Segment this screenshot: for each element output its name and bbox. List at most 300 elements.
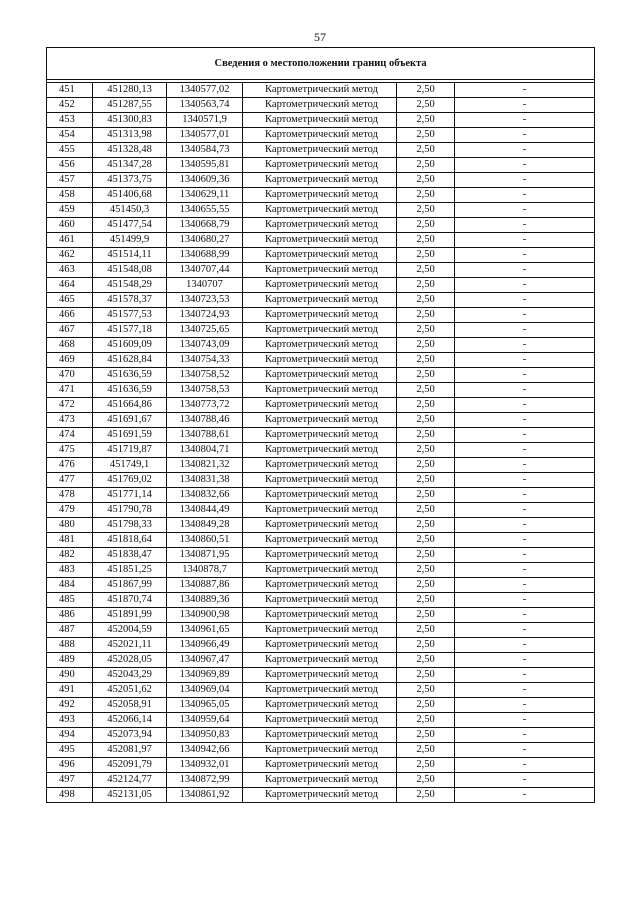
point-number-cell: 465 — [47, 293, 93, 308]
accuracy-cell: 2,50 — [397, 218, 455, 233]
coordinate-x-cell: 451347,28 — [93, 158, 167, 173]
determination-method-cell: Картометрический метод — [243, 203, 397, 218]
coordinate-y-cell: 1340724,93 — [167, 308, 243, 323]
description-cell: - — [455, 278, 595, 293]
coordinate-x-cell: 452124,77 — [93, 773, 167, 788]
accuracy-cell: 2,50 — [397, 683, 455, 698]
determination-method-cell: Картометрический метод — [243, 173, 397, 188]
point-number-cell: 457 — [47, 173, 93, 188]
coordinate-y-cell: 1340754,33 — [167, 353, 243, 368]
description-cell: - — [455, 788, 595, 803]
coordinate-x-cell: 451406,68 — [93, 188, 167, 203]
coordinate-x-cell: 451578,37 — [93, 293, 167, 308]
table-row — [47, 668, 595, 683]
coordinate-y-cell: 1340849,28 — [167, 518, 243, 533]
coordinate-x-cell: 451691,59 — [93, 428, 167, 443]
table-row — [47, 608, 595, 623]
description-cell: - — [455, 608, 595, 623]
point-number-cell: 475 — [47, 443, 93, 458]
point-number-cell: 459 — [47, 203, 93, 218]
coordinate-y-cell: 1340723,53 — [167, 293, 243, 308]
table-row — [47, 188, 595, 203]
coordinate-x-cell: 451328,48 — [93, 143, 167, 158]
determination-method-cell: Картометрический метод — [243, 263, 397, 278]
table-row — [47, 548, 595, 563]
determination-method-cell: Картометрический метод — [243, 728, 397, 743]
accuracy-cell: 2,50 — [397, 443, 455, 458]
table-row — [47, 203, 595, 218]
point-number-cell: 481 — [47, 533, 93, 548]
coordinate-x-cell: 451280,13 — [93, 83, 167, 98]
table-row — [47, 218, 595, 233]
table-row — [47, 623, 595, 638]
table-row — [47, 458, 595, 473]
description-cell: - — [455, 398, 595, 413]
coordinate-y-cell: 1340595,81 — [167, 158, 243, 173]
accuracy-cell: 2,50 — [397, 458, 455, 473]
table-row — [47, 773, 595, 788]
point-number-cell: 493 — [47, 713, 93, 728]
accuracy-cell: 2,50 — [397, 263, 455, 278]
coordinate-x-cell: 451548,29 — [93, 278, 167, 293]
determination-method-cell: Картометрический метод — [243, 473, 397, 488]
table-row — [47, 263, 595, 278]
description-cell: - — [455, 578, 595, 593]
description-cell: - — [455, 113, 595, 128]
description-cell: - — [455, 293, 595, 308]
accuracy-cell: 2,50 — [397, 203, 455, 218]
table-row — [47, 83, 595, 98]
point-number-cell: 496 — [47, 758, 93, 773]
table-row — [47, 383, 595, 398]
coordinate-y-cell: 1340609,36 — [167, 173, 243, 188]
table-row — [47, 698, 595, 713]
point-number-cell: 489 — [47, 653, 93, 668]
coordinate-y-cell: 1340969,04 — [167, 683, 243, 698]
coordinate-x-cell: 451477,54 — [93, 218, 167, 233]
description-cell: - — [455, 203, 595, 218]
table-row — [47, 638, 595, 653]
table-row — [47, 413, 595, 428]
determination-method-cell: Картометрический метод — [243, 698, 397, 713]
coordinate-y-cell: 1340804,71 — [167, 443, 243, 458]
determination-method-cell: Картометрический метод — [243, 323, 397, 338]
description-cell: - — [455, 428, 595, 443]
description-cell: - — [455, 83, 595, 98]
coordinate-y-cell: 1340584,73 — [167, 143, 243, 158]
table-row — [47, 593, 595, 608]
coordinate-x-cell: 451749,1 — [93, 458, 167, 473]
coordinate-x-cell: 451719,87 — [93, 443, 167, 458]
coordinate-y-cell: 1340950,83 — [167, 728, 243, 743]
point-number-cell: 466 — [47, 308, 93, 323]
point-number-cell: 451 — [47, 83, 93, 98]
accuracy-cell: 2,50 — [397, 188, 455, 203]
table-row — [47, 353, 595, 368]
accuracy-cell: 2,50 — [397, 503, 455, 518]
coordinate-x-cell: 451771,14 — [93, 488, 167, 503]
coordinate-y-cell: 1340571,9 — [167, 113, 243, 128]
accuracy-cell: 2,50 — [397, 368, 455, 383]
table-row — [47, 488, 595, 503]
table-row — [47, 518, 595, 533]
coordinate-x-cell: 451790,78 — [93, 503, 167, 518]
table-row — [47, 563, 595, 578]
determination-method-cell: Картометрический метод — [243, 128, 397, 143]
accuracy-cell: 2,50 — [397, 788, 455, 803]
coordinate-x-cell: 451838,47 — [93, 548, 167, 563]
accuracy-cell: 2,50 — [397, 668, 455, 683]
coordinate-x-cell: 452131,05 — [93, 788, 167, 803]
accuracy-cell: 2,50 — [397, 638, 455, 653]
determination-method-cell: Картометрический метод — [243, 143, 397, 158]
point-number-cell: 491 — [47, 683, 93, 698]
determination-method-cell: Картометрический метод — [243, 278, 397, 293]
determination-method-cell: Картометрический метод — [243, 518, 397, 533]
point-number-cell: 472 — [47, 398, 93, 413]
table-row — [47, 683, 595, 698]
coordinate-y-cell: 1340563,74 — [167, 98, 243, 113]
coordinate-y-cell: 1340758,52 — [167, 368, 243, 383]
determination-method-cell: Картометрический метод — [243, 293, 397, 308]
point-number-cell: 485 — [47, 593, 93, 608]
accuracy-cell: 2,50 — [397, 383, 455, 398]
description-cell: - — [455, 98, 595, 113]
accuracy-cell: 2,50 — [397, 323, 455, 338]
table-row — [47, 713, 595, 728]
determination-method-cell: Картометрический метод — [243, 668, 397, 683]
description-cell: - — [455, 563, 595, 578]
coordinate-x-cell: 451373,75 — [93, 173, 167, 188]
table-row — [47, 278, 595, 293]
coordinate-x-cell: 452004,59 — [93, 623, 167, 638]
determination-method-cell: Картометрический метод — [243, 398, 397, 413]
point-number-cell: 498 — [47, 788, 93, 803]
description-cell: - — [455, 458, 595, 473]
description-cell: - — [455, 443, 595, 458]
table-row — [47, 398, 595, 413]
coordinate-y-cell: 1340788,61 — [167, 428, 243, 443]
coordinate-x-cell: 452043,29 — [93, 668, 167, 683]
coordinate-x-cell: 451867,99 — [93, 578, 167, 593]
accuracy-cell: 2,50 — [397, 728, 455, 743]
accuracy-cell: 2,50 — [397, 83, 455, 98]
table-row — [47, 533, 595, 548]
accuracy-cell: 2,50 — [397, 233, 455, 248]
coordinate-x-cell: 452028,05 — [93, 653, 167, 668]
point-number-cell: 464 — [47, 278, 93, 293]
coordinate-y-cell: 1340887,86 — [167, 578, 243, 593]
coordinate-x-cell: 451287,55 — [93, 98, 167, 113]
point-number-cell: 455 — [47, 143, 93, 158]
point-number-cell: 484 — [47, 578, 93, 593]
table-row — [47, 143, 595, 158]
point-number-cell: 456 — [47, 158, 93, 173]
determination-method-cell: Картометрический метод — [243, 488, 397, 503]
coordinate-y-cell: 1340878,7 — [167, 563, 243, 578]
table-row — [47, 248, 595, 263]
coordinate-x-cell: 452058,91 — [93, 698, 167, 713]
coordinate-x-cell: 451769,02 — [93, 473, 167, 488]
description-cell: - — [455, 233, 595, 248]
description-cell: - — [455, 158, 595, 173]
description-cell: - — [455, 638, 595, 653]
accuracy-cell: 2,50 — [397, 98, 455, 113]
coordinate-x-cell: 451300,83 — [93, 113, 167, 128]
determination-method-cell: Картометрический метод — [243, 218, 397, 233]
determination-method-cell: Картометрический метод — [243, 533, 397, 548]
point-number-cell: 488 — [47, 638, 93, 653]
coordinate-x-cell: 451577,18 — [93, 323, 167, 338]
coordinate-x-cell: 451851,25 — [93, 563, 167, 578]
table-row — [47, 368, 595, 383]
coordinate-y-cell: 1340629,11 — [167, 188, 243, 203]
description-cell: - — [455, 353, 595, 368]
description-cell: - — [455, 518, 595, 533]
coordinate-y-cell: 1340900,98 — [167, 608, 243, 623]
coordinate-y-cell: 1340577,01 — [167, 128, 243, 143]
determination-method-cell: Картометрический метод — [243, 548, 397, 563]
coordinate-x-cell: 451818,64 — [93, 533, 167, 548]
accuracy-cell: 2,50 — [397, 773, 455, 788]
coordinate-y-cell: 1340707,44 — [167, 263, 243, 278]
description-cell: - — [455, 473, 595, 488]
description-cell: - — [455, 488, 595, 503]
description-cell: - — [455, 503, 595, 518]
coordinate-x-cell: 451450,3 — [93, 203, 167, 218]
accuracy-cell: 2,50 — [397, 548, 455, 563]
table-header-row — [47, 48, 595, 80]
point-number-cell: 474 — [47, 428, 93, 443]
accuracy-cell: 2,50 — [397, 563, 455, 578]
table-row — [47, 443, 595, 458]
table-row — [47, 308, 595, 323]
point-number-cell: 462 — [47, 248, 93, 263]
description-cell: - — [455, 758, 595, 773]
description-cell: - — [455, 308, 595, 323]
coordinate-y-cell: 1340844,49 — [167, 503, 243, 518]
description-cell: - — [455, 263, 595, 278]
coordinate-x-cell: 451548,08 — [93, 263, 167, 278]
coordinate-x-cell: 451628,84 — [93, 353, 167, 368]
description-cell: - — [455, 773, 595, 788]
coordinate-x-cell: 451313,98 — [93, 128, 167, 143]
coordinate-x-cell: 452066,14 — [93, 713, 167, 728]
coordinate-x-cell: 451870,74 — [93, 593, 167, 608]
accuracy-cell: 2,50 — [397, 278, 455, 293]
coordinate-y-cell: 1340959,64 — [167, 713, 243, 728]
point-number-cell: 454 — [47, 128, 93, 143]
coordinate-x-cell: 452081,97 — [93, 743, 167, 758]
accuracy-cell: 2,50 — [397, 158, 455, 173]
determination-method-cell: Картометрический метод — [243, 308, 397, 323]
coordinate-y-cell: 1340668,79 — [167, 218, 243, 233]
table-row — [47, 653, 595, 668]
determination-method-cell: Картометрический метод — [243, 383, 397, 398]
description-cell: - — [455, 128, 595, 143]
point-number-cell: 473 — [47, 413, 93, 428]
table-row — [47, 158, 595, 173]
description-cell: - — [455, 593, 595, 608]
determination-method-cell: Картометрический метод — [243, 458, 397, 473]
coordinate-y-cell: 1340961,65 — [167, 623, 243, 638]
accuracy-cell: 2,50 — [397, 398, 455, 413]
coordinate-y-cell: 1340788,46 — [167, 413, 243, 428]
accuracy-cell: 2,50 — [397, 653, 455, 668]
determination-method-cell: Картометрический метод — [243, 188, 397, 203]
accuracy-cell: 2,50 — [397, 578, 455, 593]
point-number-cell: 494 — [47, 728, 93, 743]
table-row — [47, 788, 595, 803]
table-row — [47, 293, 595, 308]
coordinate-x-cell: 451609,09 — [93, 338, 167, 353]
accuracy-cell: 2,50 — [397, 248, 455, 263]
coordinate-y-cell: 1340821,32 — [167, 458, 243, 473]
coordinate-y-cell: 1340965,05 — [167, 698, 243, 713]
table-row — [47, 743, 595, 758]
coordinate-x-cell: 451664,86 — [93, 398, 167, 413]
determination-method-cell: Картометрический метод — [243, 503, 397, 518]
table-row — [47, 503, 595, 518]
determination-method-cell: Картометрический метод — [243, 158, 397, 173]
coordinate-y-cell: 1340725,65 — [167, 323, 243, 338]
point-number-cell: 476 — [47, 458, 93, 473]
coordinate-y-cell: 1340966,49 — [167, 638, 243, 653]
coordinate-x-cell: 451577,53 — [93, 308, 167, 323]
table-row — [47, 758, 595, 773]
coordinate-x-cell: 451691,67 — [93, 413, 167, 428]
description-cell: - — [455, 713, 595, 728]
boundary-coordinates-table — [46, 47, 595, 803]
table-row — [47, 578, 595, 593]
description-cell: - — [455, 743, 595, 758]
coordinate-y-cell: 1340832,66 — [167, 488, 243, 503]
table-row — [47, 428, 595, 443]
determination-method-cell: Картометрический метод — [243, 593, 397, 608]
coordinate-y-cell: 1340743,09 — [167, 338, 243, 353]
determination-method-cell: Картометрический метод — [243, 428, 397, 443]
accuracy-cell: 2,50 — [397, 698, 455, 713]
accuracy-cell: 2,50 — [397, 593, 455, 608]
description-cell: - — [455, 188, 595, 203]
point-number-cell: 480 — [47, 518, 93, 533]
description-cell: - — [455, 323, 595, 338]
point-number-cell: 467 — [47, 323, 93, 338]
point-number-cell: 461 — [47, 233, 93, 248]
determination-method-cell: Картометрический метод — [243, 368, 397, 383]
coordinate-y-cell: 1340861,92 — [167, 788, 243, 803]
page-number: 57 — [314, 30, 326, 44]
description-cell: - — [455, 413, 595, 428]
coordinate-y-cell: 1340688,99 — [167, 248, 243, 263]
table-row — [47, 473, 595, 488]
table-row — [47, 338, 595, 353]
accuracy-cell: 2,50 — [397, 353, 455, 368]
coordinate-y-cell: 1340707 — [167, 278, 243, 293]
determination-method-cell: Картометрический метод — [243, 83, 397, 98]
coordinate-x-cell: 451636,59 — [93, 368, 167, 383]
point-number-cell: 490 — [47, 668, 93, 683]
point-number-cell: 458 — [47, 188, 93, 203]
coordinate-y-cell: 1340655,55 — [167, 203, 243, 218]
coordinate-x-cell: 451798,33 — [93, 518, 167, 533]
accuracy-cell: 2,50 — [397, 713, 455, 728]
determination-method-cell: Картометрический метод — [243, 638, 397, 653]
determination-method-cell: Картометрический метод — [243, 248, 397, 263]
determination-method-cell: Картометрический метод — [243, 113, 397, 128]
point-number-cell: 495 — [47, 743, 93, 758]
point-number-cell: 468 — [47, 338, 93, 353]
accuracy-cell: 2,50 — [397, 113, 455, 128]
description-cell: - — [455, 368, 595, 383]
determination-method-cell: Картометрический метод — [243, 683, 397, 698]
determination-method-cell: Картометрический метод — [243, 353, 397, 368]
point-number-cell: 470 — [47, 368, 93, 383]
coordinate-x-cell: 452021,11 — [93, 638, 167, 653]
table-row — [47, 323, 595, 338]
coordinate-x-cell: 451891,99 — [93, 608, 167, 623]
point-number-cell: 453 — [47, 113, 93, 128]
accuracy-cell: 2,50 — [397, 293, 455, 308]
determination-method-cell: Картометрический метод — [243, 623, 397, 638]
table-row — [47, 128, 595, 143]
determination-method-cell: Картометрический метод — [243, 413, 397, 428]
point-number-cell: 469 — [47, 353, 93, 368]
description-cell: - — [455, 668, 595, 683]
accuracy-cell: 2,50 — [397, 743, 455, 758]
coordinate-y-cell: 1340967,47 — [167, 653, 243, 668]
coordinate-x-cell: 451636,59 — [93, 383, 167, 398]
point-number-cell: 477 — [47, 473, 93, 488]
coordinate-y-cell: 1340773,72 — [167, 398, 243, 413]
point-number-cell: 483 — [47, 563, 93, 578]
point-number-cell: 479 — [47, 503, 93, 518]
accuracy-cell: 2,50 — [397, 413, 455, 428]
point-number-cell: 471 — [47, 383, 93, 398]
coordinate-y-cell: 1340889,36 — [167, 593, 243, 608]
table-row — [47, 98, 595, 113]
description-cell: - — [455, 383, 595, 398]
table-row — [47, 728, 595, 743]
table-row — [47, 233, 595, 248]
point-number-cell: 463 — [47, 263, 93, 278]
accuracy-cell: 2,50 — [397, 143, 455, 158]
coordinate-y-cell: 1340860,51 — [167, 533, 243, 548]
description-cell: - — [455, 248, 595, 263]
coordinate-y-cell: 1340680,27 — [167, 233, 243, 248]
determination-method-cell: Картометрический метод — [243, 563, 397, 578]
point-number-cell: 478 — [47, 488, 93, 503]
coordinate-y-cell: 1340872,99 — [167, 773, 243, 788]
coordinate-y-cell: 1340831,38 — [167, 473, 243, 488]
accuracy-cell: 2,50 — [397, 473, 455, 488]
point-number-cell: 482 — [47, 548, 93, 563]
determination-method-cell: Картометрический метод — [243, 338, 397, 353]
determination-method-cell: Картометрический метод — [243, 608, 397, 623]
determination-method-cell: Картометрический метод — [243, 713, 397, 728]
description-cell: - — [455, 218, 595, 233]
description-cell: - — [455, 143, 595, 158]
description-cell: - — [455, 623, 595, 638]
description-cell: - — [455, 728, 595, 743]
accuracy-cell: 2,50 — [397, 608, 455, 623]
accuracy-cell: 2,50 — [397, 533, 455, 548]
accuracy-cell: 2,50 — [397, 308, 455, 323]
coordinate-x-cell: 452051,62 — [93, 683, 167, 698]
determination-method-cell: Картометрический метод — [243, 653, 397, 668]
coordinate-y-cell: 1340942,66 — [167, 743, 243, 758]
determination-method-cell: Картометрический метод — [243, 758, 397, 773]
